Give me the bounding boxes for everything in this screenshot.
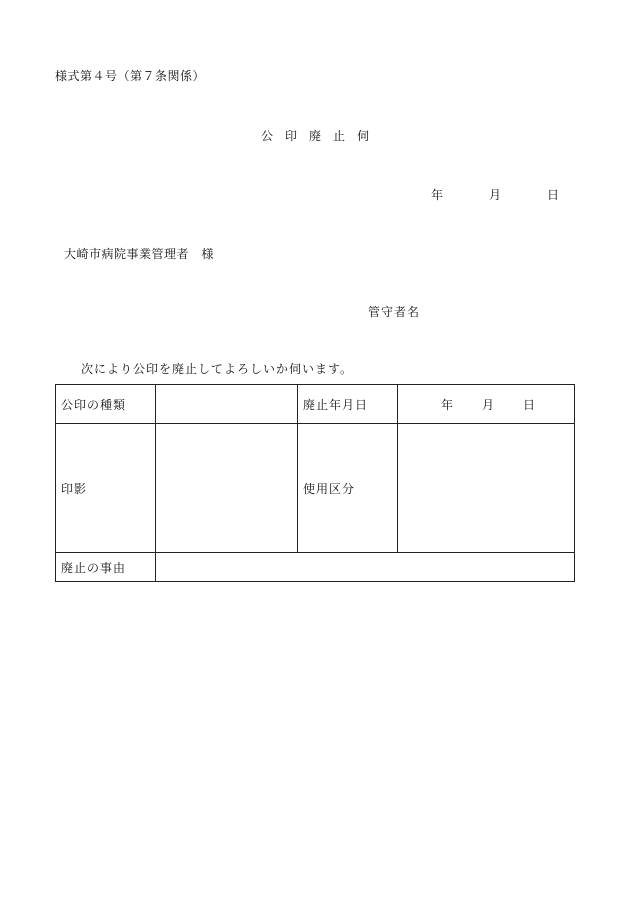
date-month-label: 月 [489, 188, 502, 202]
document-title: 公印廃止伺 [260, 129, 381, 143]
reason-field[interactable] [156, 553, 575, 582]
seal-impression-label: 印影 [56, 424, 156, 553]
abolition-form-table [55, 384, 575, 582]
abolish-date-field[interactable] [398, 385, 575, 424]
seal-type-label: 公印の種類 [56, 385, 156, 424]
table-row [56, 424, 575, 553]
form-number: 様式第４号（第７条関係） [55, 69, 206, 83]
usage-category-label: 使用区分 [298, 424, 398, 553]
usage-category-field[interactable] [398, 424, 575, 553]
addressee: 大崎市病院事業管理者 様 [64, 247, 215, 261]
submission-date [431, 189, 559, 201]
reason-label: 廃止の事由 [56, 553, 156, 582]
signer-label: 管守者名 [368, 305, 421, 319]
seal-type-field[interactable] [156, 385, 298, 424]
abolish-date-label: 廃止年月日 [298, 385, 398, 424]
abolish-month-label: 月 [481, 397, 495, 412]
table-row [56, 553, 575, 582]
abolish-day-label: 日 [523, 397, 537, 412]
date-year-label: 年 [431, 188, 444, 202]
abolish-year-label: 年 [440, 397, 454, 412]
seal-impression-field[interactable] [156, 424, 298, 553]
request-text: 次により公印を廃止してよろしいか伺います。 [81, 362, 354, 376]
date-day-label: 日 [547, 188, 560, 202]
table-row [56, 385, 575, 424]
